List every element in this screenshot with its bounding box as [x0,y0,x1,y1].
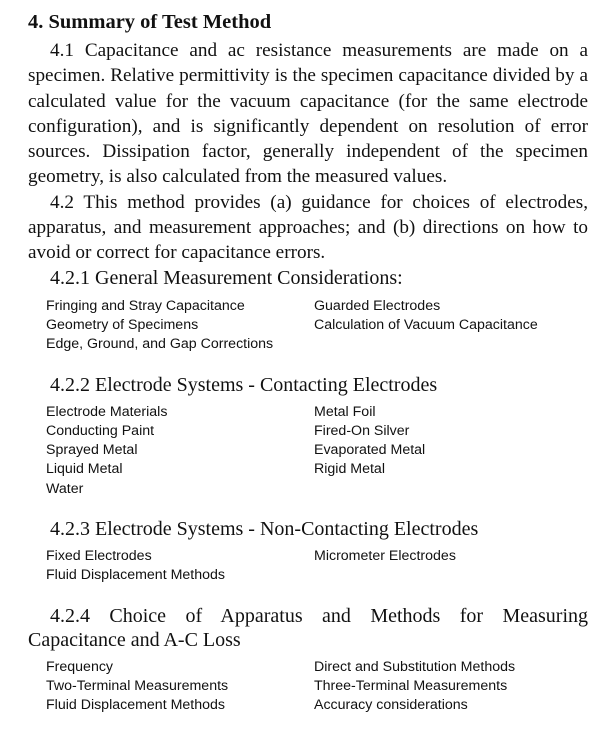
list-item: Fluid Displacement Methods [46,697,225,714]
paragraph-4-2: 4.2 This method provides (a) guidance for choices of electrodes, apparatus, and measurement approaches; and (b) directions on how to avoid or correct for capacitance errors. [28,191,588,264]
document-page [28,10,588,716]
list-item: Fringing and Stray Capacitance [46,297,245,314]
list-item: Micrometer Electrodes [314,548,456,565]
list-item: Edge, Ground, and Gap Corrections [46,336,274,353]
list-item: Sprayed Metal [46,442,138,459]
list-item: Calculation of Vacuum Capacitance [314,316,538,333]
subsection-4-2-2-list [46,403,588,499]
section-heading: 4. Summary of Test Method [28,11,272,33]
list-item: Electrode Materials [46,403,168,420]
list-item: Liquid Metal [46,461,123,478]
list-item: Fluid Displacement Methods [46,567,225,584]
list-item: Accuracy considerations [314,697,468,714]
subsection-4-2-4-list [46,658,588,716]
list-item: Frequency [46,658,114,675]
list-item: Fixed Electrodes [46,548,152,565]
list-item: Direct and Substitution Methods [314,658,516,675]
list-item: Conducting Paint [46,422,155,439]
list-item: Fired-On Silver [314,422,410,439]
list-item: Metal Foil [314,403,376,420]
list-item: Guarded Electrodes [314,297,441,314]
paragraph-4-1: 4.1 Capacitance and ac resistance measurements are made on a specimen. Relative permittivity is the specimen capacitance divided by a calculated value for the vacuum capacitance (for the same electrode configuration), and is significantly dependent on resolution of error sources. Dissipation factor, generally independent of the specimen geometry, is also calculated from the measured values. [28,40,588,188]
list-item: Geometry of Specimens [46,316,199,333]
subsection-4-2-1-list [46,297,588,355]
subsection-4-2-3-title: 4.2.3 Electrode Systems - Non-Contacting Electrodes [50,518,479,541]
list-item: Water [46,480,84,497]
list-item: Evaporated Metal [314,442,426,459]
list-item: Three-Terminal Measurements [314,677,508,694]
subsection-4-2-4-title: 4.2.4 Choice of Apparatus and Methods for Measuring Capacitance and A-C Loss [28,604,588,651]
subsection-4-2-1-title: 4.2.1 General Measurement Considerations: [50,266,403,289]
list-item: Rigid Metal [314,461,385,478]
list-item: Two-Terminal Measurements [46,677,229,694]
subsection-4-2-3-list [46,547,588,586]
subsection-4-2-2-title: 4.2.2 Electrode Systems - Contacting Electrodes [50,373,438,396]
